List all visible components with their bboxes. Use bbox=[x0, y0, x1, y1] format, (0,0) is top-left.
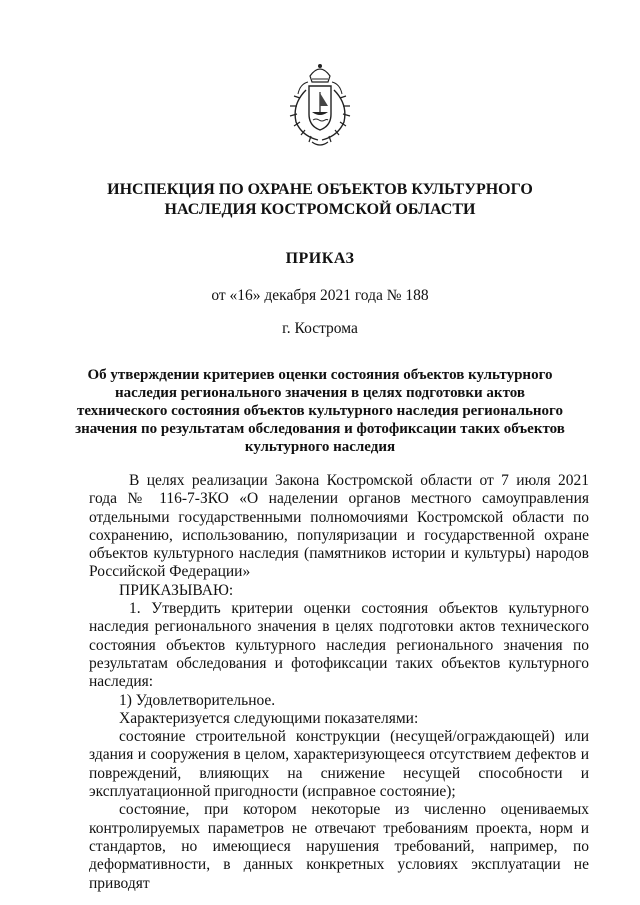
document-date-number: от «16» декабря 2021 года № 188 bbox=[211, 287, 429, 304]
characterized-paragraph: Характеризуется следующими показателями: bbox=[119, 709, 419, 727]
order-word: ПРИКАЗЫВАЮ: bbox=[119, 581, 234, 599]
org-line-2: НАСЛЕДИЯ КОСТРОМСКОЙ ОБЛАСТИ bbox=[164, 201, 476, 218]
document-type: ПРИКАЗ bbox=[285, 250, 355, 267]
subject-line-5: культурного наследия bbox=[244, 439, 396, 455]
subject-line-4: значения по результатам обследования и фотофиксации таких объектов bbox=[75, 421, 565, 437]
kostroma-coat-of-arms-icon bbox=[282, 60, 358, 148]
preamble-paragraph: В целях реализации Закона Костромской области от 7 июля 2021 года № 116-7-ЗКО «О наделении органов местного самоуправления отдельными государственными полномочиями Костромской области по сохранению, использованию, популяризации и государственной охране объектов культурного наследия (памятников истории и культуры) народов Российской Федерации» bbox=[89, 472, 589, 581]
document-body bbox=[89, 472, 589, 893]
state-1-paragraph: состояние строительной конструкции (несущей/ограждающей) или здания и сооружения в целом, характеризующееся отсутствием дефектов и повреждений, влияющих на снижение несущей способности и эксплуатационной пригодности (исправное состояние); bbox=[89, 728, 589, 801]
subject-line-3: технического состояния объектов культурного наследия регионального bbox=[77, 403, 563, 419]
organization-name bbox=[0, 180, 640, 220]
sub-item-1: 1) Удовлетворительное. bbox=[119, 691, 276, 709]
document-city: г. Кострома bbox=[282, 320, 358, 337]
item-1-paragraph: 1. Утвердить критерии оценки состояния объектов культурного наследия регионального значения в целях подготовки актов технического состояния объектов культурного наследия регионального значения по результатам обследования и фотофиксации таких объектов культурного наследия: bbox=[89, 600, 589, 691]
org-line-1: ИНСПЕКЦИЯ ПО ОХРАНЕ ОБЪЕКТОВ КУЛЬТУРНОГО bbox=[107, 181, 533, 198]
state-2-paragraph: состояние, при котором некоторые из численно оцениваемых контролируемых параметров не отвечают требованиям проекта, норм и стандартов, но имеющиеся нарушения требований, например, по деформативности, в данных конкретных условиях эксплуатации не приводят bbox=[89, 801, 589, 892]
document-subject bbox=[0, 366, 640, 456]
subject-line-2: наследия регионального значения в целях подготовки актов bbox=[115, 385, 525, 401]
subject-line-1: Об утверждении критериев оценки состояния объектов культурного bbox=[87, 367, 553, 383]
